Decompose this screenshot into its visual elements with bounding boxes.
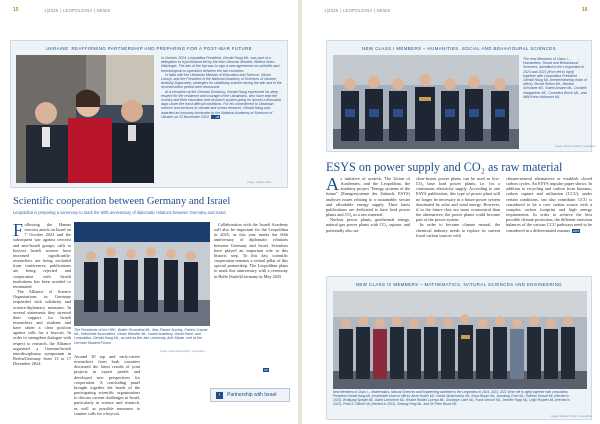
israel-column-3	[214, 222, 288, 366]
partnership-israel-button-label: Partnership with Israel	[227, 392, 277, 398]
esys-column-3	[506, 176, 592, 268]
class3-photo-image	[333, 291, 587, 389]
ukraine-box	[10, 40, 288, 188]
esys-column-1	[326, 176, 410, 268]
running-head-left: 1|2025 | LEOPOLDINA | NEWS	[44, 8, 111, 13]
partnership-israel-button[interactable]	[210, 388, 290, 402]
page-number-right: 16	[582, 7, 588, 13]
left-page	[0, 0, 298, 424]
israel-column-1	[13, 222, 71, 418]
esys-col2-p2: In order to become climate neutral, the chemical industry needs to replace its current fossil carbon sources with	[416, 222, 500, 238]
ukraine-photo-image	[16, 55, 154, 183]
esys-col2-text: clear-fusion power plants can be used as low-CO₂ base load power plants, i.e. for a continuous electricity supply. According to one ESYS publication, this type of power plant will no longer be necessary in a future power system dominated by solar and wind energy. However, if in the future they are more economical than the alternatives, the power plants could become part of the power system.	[416, 176, 500, 223]
israel-col3-text: Collaboration with the Israeli Academy will also be important for the Leopoldina in 2025, as this year marks the 60th anniversary of diplomatic relations between Germany and Israel. Scientists have played an important role in this historic step. To this day, scientific cooperation remains a central pillar of this special partnership. The Leopoldina plans to mark this anniversary with a ceremony in Halle (Saale)/Germany in May 2025.	[214, 222, 288, 279]
esys-col1-p2: Nuclear power plants, geothermal energy, natural gas power plants with CO₂ capture, and potentially also nu-	[326, 217, 410, 233]
ukraine-text-p2: In talks with the Ukrainian Minister of Education and Science, Oksen Lisovyi, and the President of the National Academy of Sciences of Ukraine, Anatoliy Zagorodny, strategies for stabilising science during the war and in the reconstruction period were discussed.	[161, 72, 282, 90]
class1-box	[326, 40, 596, 152]
drop-cap-f: F	[13, 222, 24, 240]
israel-headline: Scientific cooperation between Germany and Israel	[13, 196, 231, 207]
israel-photo-caption: The Presidents of the HRK, Walter Rosenthal ML, Max Planck Society, Patrick Cramer ML, Helmholtz Association, Otmar Wiestler ML, Israeli Academy, David Harel, and Leopoldina, Gerald Haug ML, as well as Ber-Ilan University, Arie Zaban, met at the German Student Forum.	[74, 328, 208, 345]
israel-col1-lead: ollowing the Hamas terrorist attack on Israel on 7 October 2023 and the subsequent war against terrorist and anti-Israeli groups, calls to boycott Israeli science have increased significantly: researchers are being excluded from conferences, publications are being rejected and cooperation with Israeli institutions has been avoided or terminated.	[13, 222, 71, 289]
page-number-left: 15	[13, 7, 19, 13]
israel-subhead: Leopoldina is preparing a ceremony to mark the 60th anniversary of diplomatic relations between Germany and Israel	[13, 210, 226, 215]
class1-caption: The new Members of Class I – Humanities, Social and Behavioural Sciences, admitted to the Leopoldina in 2023 and 2021 (from left to right) together with Leopoldina President Gerald Haug ML (centre/wearing chain of office): Bernd Seiers ML, Monika Schnitzer ML, Katrin Amann ML, Dominik Hangartner ML, Cornelius Borck ML, and Willi Kehn-Hofmann ML.	[523, 57, 587, 99]
end-mark-israel: LB	[264, 368, 268, 372]
israel-column-2: Around 30 top and early-career researchers from both countries discussed the latest results of joint projects in expert panels and developed new perspectives for cooperation. A concluding panel brought together the heads of the participating scientific organisations to discuss current challenges in Israel, particularly in science and research, as well as possible measures to counter calls for a boycott.	[74, 354, 140, 416]
ukraine-text-p3: At a reception at the German Embassy, Gerald Haug expressed his deep respect for the resilience and courage of the Ukrainians, who have kept the country and their education and research system going for almost a thousand days under the most difficult conditions. For his commitment to Ukrainian science and services to climate and ocean research, Gerald Haug was awarded an honorary doctorate by the National Academy of Sciences of Ukraine on 13 November 2024. LB	[161, 89, 281, 119]
israel-col1-p2: The Alliance of Science Organisations in Germany responded with solidarity and science-diplomacy measures. In several statements they stressed their support for Israeli researchers and students and have taken a clear position against calls for a boycott. In order to strengthen dialogue with respect to research, the Alliance organised a German-Israeli interdisciplinary symposium in Berlin/Germany from 13 to 17 December 2024.	[13, 289, 71, 367]
class3-photo-credit: Image: Markus Scholz | Leopoldina	[551, 415, 592, 418]
class3-photo	[333, 291, 587, 389]
running-head-right: 1|2025 | LEOPOLDINA | NEWS	[324, 8, 391, 13]
israel-photo-credit: Image: David Ausserhofer | Leopoldina	[160, 350, 205, 353]
ukraine-box-text	[161, 56, 283, 119]
ukraine-box-title: UKRAINE: REAFFIRMING PARTNERSHIP AND PREPARING FOR A POST-WAR FUTURE	[45, 46, 252, 51]
ukraine-text-p1: In October 2024, Leopoldina President, Gerald Haug ML, was part of a delegation to Kyiv/Ukraine led by the then German Minister, Bettina Stark-Watzinger. The aim of the trip was to sign a new agreement on scientific and technological co-operation between the two countries.	[161, 56, 280, 73]
end-mark-ukraine: LB	[211, 115, 221, 119]
esys-column-2	[416, 176, 500, 268]
chevron-right-icon: ›	[216, 392, 223, 399]
right-page	[302, 0, 600, 424]
drop-cap-a: A	[326, 176, 339, 194]
class1-photo-credit: Image: Markus Scholz | Leopoldina	[555, 145, 596, 148]
esys-col1-lead: s initiative of acatech, The Union of Academies, and the Leopoldina, the academy project "Energy systems of the future" (Energiesysteme der Zukunft, ESYS) analyses issues relating to a sustainable, secure and affordable energy supply. Their latest publications are dedicated to base load power plants and CO₂ as a raw material.	[326, 176, 410, 218]
esys-col3-text: climate-neutral alternatives or establish closed carbon cycles. An ESYS impulse paper shows: In addition to recycling and carbon from biomass, carbon capture and utilisation (CCU), under certain conditions, can also contribute. CCU is considered to be a core carbon source with a complex carbon footprint and high energy requirements. In order to achieve the best possible climate protection, the different emission balances of the various CCU pathways need to be considered in a differentiated manner.	[506, 176, 592, 233]
class3-caption: New Members of Class I – Mathematics, Natural Sciences and Engineering admitted to the Leopoldina in 2024, 2023, 2022 (from left to right) together with Leopoldina President Gerald Haug ML (centre/with chain of office): Anne Hoster ML, Vasilis Ntziachristos ML, Klaus Blaum ML, Xiaodong Chen ML, Roberto Sessoli ML (elected in 2023), Wolfgang Spiegel ML, Astrid Lambrecht ML, Beatriz Roldán Cuenya ML, Giuseppe Caire ML, Frank Gerisch ML, Jennifer Rupp ML, Leigh Royden ML (elected in 2022), Petra S. Dittrich ML (elected in 2023), Xinliang Feng ML, and Sir Peter Bruce ML.	[333, 390, 570, 406]
class1-box-title: NEW CLASS I MEMBERS – HUMANITIES, SOCIAL AND BEHAVIOURAL SCIENCES	[362, 46, 556, 51]
class1-photo	[333, 55, 519, 149]
ukraine-photo	[16, 55, 154, 183]
ukraine-photo-credit: Image: Juliane Gebe	[247, 181, 271, 184]
esys-headline: ESYS on power supply and CO₂ as raw material	[326, 160, 563, 174]
class1-photo-image	[333, 55, 519, 149]
israel-photo	[74, 222, 210, 326]
end-mark-esys: EDS	[572, 228, 580, 233]
class3-box-title: NEW CLASS III MEMBERS – MATHEMATICS, NATURAL SCIENCES AND ENGINEERING	[355, 282, 563, 287]
israel-photo-image	[74, 222, 210, 326]
class3-box	[326, 276, 592, 420]
